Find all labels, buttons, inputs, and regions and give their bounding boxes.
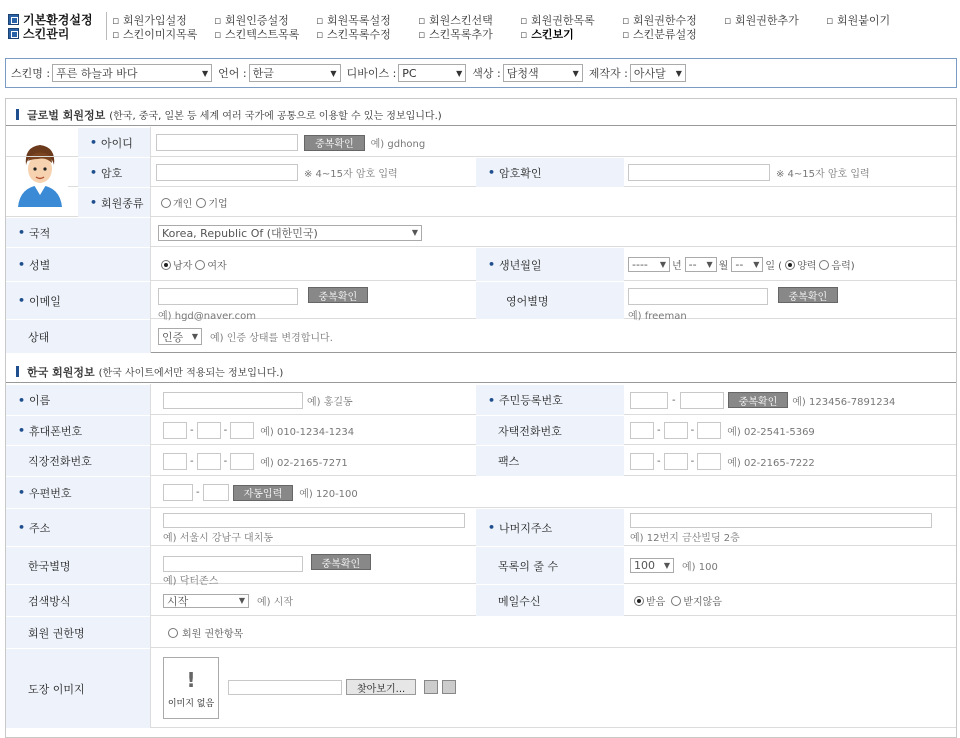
- stamp-image-preview: [163, 657, 219, 719]
- dropdown-arrow-icon: ▼: [411, 228, 418, 237]
- name-input[interactable]: [163, 392, 303, 409]
- english-nickname-cell: [628, 287, 838, 322]
- rrn-front-input[interactable]: [630, 392, 668, 409]
- home-phone-cell: - - 예) 02-2541-5369: [630, 416, 815, 445]
- permission-cell: 회원 권한항목: [168, 617, 243, 648]
- dropdown-arrow-icon: ▼: [238, 596, 245, 605]
- address-detail-example: 예) 12번지 금산빌딩 2층: [630, 533, 740, 544]
- nav-divider: [106, 12, 107, 26]
- fax-part3-input[interactable]: [697, 453, 721, 470]
- nav-member-permission-edit[interactable]: ▫ 회원권한수정: [622, 12, 697, 28]
- mail-receive-yes-radio[interactable]: [634, 596, 644, 606]
- wrench-icon[interactable]: [442, 680, 456, 694]
- id-example: 예) gdhong: [370, 139, 426, 150]
- fax-example: 예) 02-2165-7222: [727, 457, 815, 469]
- fax-cell: - - 예) 02-2165-7222: [630, 446, 815, 476]
- nav-member-attach[interactable]: ▫ 회원붙이기: [826, 12, 890, 28]
- work-phone-part2-input[interactable]: [197, 453, 221, 470]
- member-type-personal-radio[interactable]: [161, 198, 171, 208]
- home-phone-part3-input[interactable]: [697, 422, 721, 439]
- korean-nickname-cell: [163, 554, 371, 587]
- stamp-browse-button[interactable]: 찾아보기...: [346, 679, 416, 695]
- device-select[interactable]: PC ▼: [398, 64, 466, 82]
- mail-receive-label: 메일수신: [476, 585, 624, 616]
- work-phone-cell: - - 예) 02-2165-7271: [163, 446, 348, 476]
- work-phone-label: 직장전화번호: [6, 446, 150, 476]
- id-check-button[interactable]: 중복확인: [304, 135, 365, 151]
- password-confirm-label: • 암호확인: [476, 158, 624, 187]
- search-method-example: 예) 시작: [257, 597, 294, 608]
- zip-part2-input[interactable]: [203, 484, 229, 501]
- language-label: 언어 :: [218, 67, 247, 80]
- column-divider: [150, 384, 151, 728]
- dropdown-arrow-icon: ▼: [706, 260, 713, 269]
- password-input[interactable]: [156, 164, 298, 181]
- gender-cell: 남자 여자: [161, 248, 227, 281]
- id-field-cell: [156, 128, 425, 157]
- status-label: 상태: [6, 320, 150, 353]
- color-select[interactable]: 담청색 ▼: [503, 64, 583, 82]
- korea-section-title: 한국 회원정보: [27, 365, 95, 379]
- birth-solar-radio[interactable]: [785, 260, 795, 270]
- birthdate-label: • 생년월일: [476, 248, 624, 281]
- address-detail-cell: [630, 513, 932, 544]
- status-select[interactable]: 인증 ▼: [158, 328, 202, 345]
- list-rows-select[interactable]: 100 ▼: [630, 558, 674, 573]
- mobile-part1-input[interactable]: [163, 422, 187, 439]
- skin-name-label: 스킨명 :: [11, 67, 51, 80]
- korean-nickname-check-button[interactable]: 중복확인: [311, 554, 372, 570]
- fax-part1-input[interactable]: [630, 453, 654, 470]
- nav-member-join-settings[interactable]: ▫ 회원가입설정: [112, 12, 187, 28]
- email-cell: [158, 287, 368, 322]
- nav-skin-list-edit[interactable]: ▫ 스킨목록수정: [316, 26, 391, 42]
- rrn-back-input[interactable]: [680, 392, 724, 409]
- email-example: 예) hgd@naver.com: [158, 311, 257, 322]
- password-field-cell: [156, 158, 398, 187]
- address-example: 예) 서울시 강남구 대치동: [163, 533, 274, 544]
- mobile-part3-input[interactable]: [230, 422, 254, 439]
- address-detail-input[interactable]: [630, 513, 932, 528]
- top-navigation: [0, 0, 960, 50]
- birth-day-select[interactable]: -- ▼: [731, 257, 763, 272]
- password-confirm-cell: [628, 158, 870, 187]
- work-phone-example: 예) 02-2165-7271: [260, 457, 348, 469]
- birth-month-select[interactable]: -- ▼: [685, 257, 717, 272]
- mobile-example: 예) 010-1234-1234: [260, 427, 355, 438]
- skin-name-select[interactable]: 푸른 하늘과 바다 ▼: [52, 64, 212, 82]
- section-bar-icon: [16, 109, 19, 120]
- nav-member-auth-settings[interactable]: ▫ 회원인증설정: [214, 12, 289, 28]
- address-label: • 주소: [6, 509, 150, 546]
- no-image-text: 이미지 없음: [167, 698, 215, 709]
- zip-part1-input[interactable]: [163, 484, 193, 501]
- nav-member-permission-add[interactable]: ▫ 회원권한추가: [724, 12, 799, 28]
- address-detail-label: • 나머지주소: [476, 509, 624, 546]
- stamp-image-label: 도장 이미지: [6, 649, 150, 728]
- dropdown-arrow-icon: ▼: [191, 332, 198, 341]
- english-nickname-label: 영어별명: [476, 282, 624, 319]
- mobile-part2-input[interactable]: [197, 422, 221, 439]
- stamp-upload-cell: [228, 679, 456, 695]
- member-form-panel: [5, 98, 957, 738]
- skin-filter-bar: [5, 58, 957, 88]
- nav-skin-text-list[interactable]: ▫ 스킨텍스트목록: [214, 26, 299, 42]
- nav-member-list-settings[interactable]: ▫ 회원목록설정: [316, 12, 391, 28]
- nav-skin-image-list[interactable]: ▫ 스킨이미지목록: [112, 26, 197, 42]
- zip-label: • 우편번호: [6, 477, 150, 508]
- fax-label: 팩스: [476, 446, 624, 476]
- english-nickname-input[interactable]: [628, 288, 768, 305]
- home-phone-example: 예) 02-2541-5369: [727, 427, 815, 438]
- zip-cell: - 자동입력 예) 120-100: [163, 477, 358, 508]
- mail-receive-no-radio[interactable]: [671, 596, 681, 606]
- address-input[interactable]: [163, 513, 465, 528]
- member-type-cell: 개인 기업: [161, 188, 228, 217]
- search-method-select[interactable]: 시작 ▼: [163, 594, 249, 608]
- rrn-label: • 주민등록번호: [476, 385, 624, 415]
- nav-skin-list-add[interactable]: ▫ 스킨목록추가: [418, 26, 493, 42]
- gender-female-radio[interactable]: [195, 260, 205, 270]
- dropdown-arrow-icon: ▼: [201, 68, 209, 78]
- gender-male-radio[interactable]: [161, 260, 171, 270]
- dropdown-arrow-icon: ▼: [456, 68, 463, 78]
- gender-label: • 성별: [6, 248, 150, 281]
- mobile-label: • 휴대폰번호: [6, 416, 150, 445]
- stamp-file-input[interactable]: [228, 680, 342, 695]
- list-rows-cell: [630, 547, 718, 584]
- dropdown-arrow-icon: ▼: [675, 68, 682, 78]
- korea-section-header: [6, 361, 956, 383]
- zip-auto-button[interactable]: 자동입력: [233, 485, 294, 501]
- rrn-example: 예) 123456-7891234: [792, 396, 896, 408]
- password-confirm-hint: ※ 4~15자 암호 입력: [776, 169, 870, 180]
- rrn-cell: - 중복확인 예) 123456-7891234: [630, 385, 895, 415]
- author-label: 제작자 :: [588, 67, 628, 80]
- dropdown-arrow-icon: ▼: [572, 68, 579, 78]
- color-label: 색상 :: [472, 67, 501, 80]
- birthdate-cell: ---- ▼ 년 -- ▼ 월 -- ▼ 일 ( 양력 음력): [628, 248, 855, 281]
- nav-member-skin-select[interactable]: ▫ 회원스킨선택: [418, 12, 493, 28]
- status-example: 예) 인증 상태를 변경합니다.: [210, 333, 333, 344]
- search-method-cell: [163, 585, 293, 616]
- password-hint: ※ 4~15자 암호 입력: [304, 169, 398, 180]
- home-phone-label: 자택전화번호: [476, 416, 624, 445]
- email-check-button[interactable]: 중복확인: [308, 287, 369, 303]
- home-phone-part1-input[interactable]: [630, 422, 654, 439]
- dropdown-arrow-icon: ▼: [659, 260, 666, 269]
- korean-nickname-input[interactable]: [163, 556, 303, 572]
- nav-skin-category-settings[interactable]: ▫ 스킨분류설정: [622, 26, 697, 42]
- id-label: • 아이디: [78, 128, 150, 157]
- fax-part2-input[interactable]: [664, 453, 688, 470]
- search-method-label: 검색방식: [6, 585, 150, 616]
- email-input[interactable]: [158, 288, 298, 305]
- global-section-title: 글로벌 회원정보: [27, 108, 106, 122]
- mobile-cell: - - 예) 010-1234-1234: [163, 416, 354, 445]
- section-bar-icon: [16, 366, 19, 377]
- column-divider: [150, 127, 151, 353]
- language-select[interactable]: 한글 ▼: [249, 64, 341, 82]
- address-cell: [163, 513, 465, 544]
- work-phone-part3-input[interactable]: [230, 453, 254, 470]
- home-phone-part2-input[interactable]: [664, 422, 688, 439]
- korea-section-desc: (한국 사이트에서만 적용되는 정보입니다.): [98, 368, 284, 379]
- list-rows-example: 예) 100: [682, 562, 718, 573]
- checkbox-icon: [8, 14, 19, 25]
- country-cell: [158, 218, 428, 247]
- permission-label: 회원 권한명: [6, 617, 150, 648]
- mail-receive-cell: 받음 받지않음: [634, 585, 722, 616]
- dropdown-arrow-icon: ▼: [663, 561, 670, 570]
- country-label: • 국적: [6, 218, 150, 247]
- name-cell: [163, 385, 353, 415]
- zip-example: 예) 120-100: [299, 489, 358, 500]
- korean-nickname-label: 한국별명: [6, 547, 150, 584]
- english-nickname-example: 예) freeman: [628, 311, 687, 322]
- country-select[interactable]: Korea, Republic Of (대한민국) ▼: [158, 225, 422, 241]
- id-input[interactable]: [156, 134, 298, 151]
- dropdown-arrow-icon: ▼: [753, 260, 760, 269]
- nav-group-skin-management[interactable]: 스킨관리: [8, 25, 69, 42]
- english-nickname-check-button[interactable]: 중복확인: [778, 287, 839, 303]
- nav-member-permission-list[interactable]: ▫ 회원권한목록: [520, 12, 595, 28]
- nav-group-basic-settings[interactable]: 기본환경설정: [8, 11, 93, 28]
- email-label: • 이메일: [6, 282, 150, 319]
- dropdown-arrow-icon: ▼: [330, 68, 337, 78]
- rrn-check-button[interactable]: 중복확인: [728, 392, 789, 408]
- device-label: 디바이스 :: [346, 67, 397, 80]
- list-rows-label: 목록의 줄 수: [476, 547, 624, 584]
- birth-year-select[interactable]: ---- ▼: [628, 257, 670, 272]
- korean-nickname-example: 예) 닥터존스: [163, 575, 219, 587]
- nav-divider: [106, 26, 107, 40]
- exclamation-icon: !: [186, 667, 196, 692]
- global-section-header: [6, 104, 956, 126]
- name-example: 예) 홍길동: [307, 396, 353, 408]
- name-label: • 이름: [6, 385, 150, 415]
- password-label: • 암호: [78, 158, 150, 187]
- work-phone-part1-input[interactable]: [163, 453, 187, 470]
- member-type-label: • 회원종류: [78, 188, 150, 217]
- author-select[interactable]: 아사달 ▼: [630, 64, 686, 82]
- permission-item-radio[interactable]: [168, 628, 178, 638]
- member-type-company-radio[interactable]: [196, 198, 206, 208]
- trash-icon[interactable]: [424, 680, 438, 694]
- checkbox-icon: [8, 28, 19, 39]
- global-section-desc: (한국, 중국, 일본 등 세계 여러 국가에 공통으로 이용할 수 있는 정보입니다.): [109, 111, 442, 122]
- nav-skin-view[interactable]: ▫ 스킨보기: [520, 26, 574, 42]
- birth-lunar-radio[interactable]: [819, 260, 829, 270]
- status-cell: [158, 320, 333, 353]
- password-confirm-input[interactable]: [628, 164, 770, 181]
